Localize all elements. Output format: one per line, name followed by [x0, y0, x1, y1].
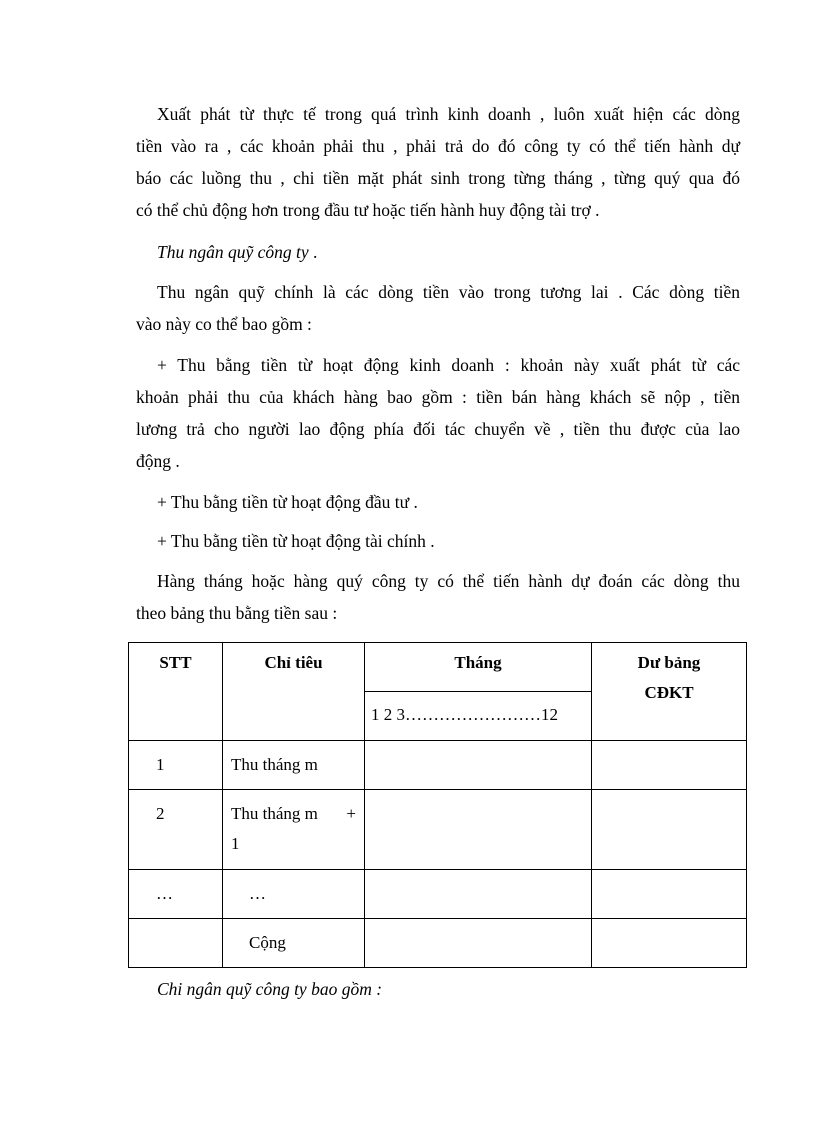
cell-du-bang: [592, 741, 747, 790]
table-row: [129, 741, 747, 790]
paragraph-table-intro: [136, 565, 740, 629]
text-line: + Thu bằng tiền từ hoạt động tài chính .: [157, 531, 435, 551]
cell-chi-tieu: Thu tháng m: [223, 741, 365, 790]
cell-chi-tieu-text: Thu tháng m: [231, 804, 318, 823]
text-line: theo bảng thu bằng tiền sau :: [136, 603, 338, 623]
table-row: [129, 870, 747, 919]
cell-stt: …: [129, 870, 223, 919]
paragraph-thu-kinh-doanh: [136, 349, 740, 477]
header-cdkt: CĐKT: [644, 683, 694, 702]
text-line: lương trả cho người lao động phía đối tác chuyển về , tiền thu được của lao: [136, 419, 740, 439]
paragraph-thu-dau-tu: [136, 486, 740, 518]
header-du-bang: Dư bảng: [637, 653, 701, 672]
text-line: + Thu bằng tiền từ hoạt động kinh doanh : khoản này xuất phát từ các: [157, 355, 740, 375]
text-line: động .: [136, 451, 180, 471]
text-line: Thu ngân quỹ chính là các dòng tiền vào trong tương lai . Các dòng tiền: [157, 282, 740, 302]
cell-chi-tieu: [223, 790, 365, 870]
text-line: + Thu bằng tiền từ hoạt động đầu tư .: [157, 492, 418, 512]
text-line: Xuất phát từ thực tế trong quá trình kinh doanh , luôn xuất hiện các dòng: [157, 104, 740, 124]
header-thang: Tháng: [365, 643, 592, 692]
text-line: vào này co thể bao gồm :: [136, 314, 312, 334]
cell-chi-tieu-suffix: 1: [231, 834, 240, 853]
cell-stt: 1: [129, 741, 223, 790]
heading-dot: .: [308, 242, 318, 262]
cell-months: [365, 741, 592, 790]
cell-stt: 2: [129, 790, 223, 870]
cell-chi-tieu-plus: +: [346, 804, 356, 823]
cell-chi-tieu: …: [223, 870, 365, 919]
cell-months: [365, 870, 592, 919]
heading-chi-ngan-quy: [136, 973, 740, 1005]
text-line: khoản phải thu của khách hàng bao gồm : tiền bán hàng khách sẽ nộp , tiền: [136, 387, 740, 407]
header-chi-tieu: Chỉ tiêu: [223, 643, 365, 741]
header-du-bang-cdkt: [592, 643, 747, 741]
text-line: báo các luồng thu , chi tiền mặt phát sinh trong từng tháng , từng quý qua đó: [136, 168, 740, 188]
paragraph-thu-definition: [136, 276, 740, 340]
text-line: tiền vào ra , các khoản phải thu , phải trả do đó công ty có thể tiến hành dự: [136, 136, 740, 156]
cash-receipts-table: [128, 642, 747, 968]
cell-du-bang: [592, 790, 747, 870]
cell-stt: [129, 919, 223, 968]
heading-text: Chi ngân quỹ công ty bao gồm :: [157, 979, 383, 999]
header-months: 1 2 3……………………12: [365, 692, 592, 741]
table-row: [129, 790, 747, 870]
table-header-row: [129, 643, 747, 692]
cell-months: [365, 919, 592, 968]
cell-du-bang: [592, 919, 747, 968]
cell-du-bang: [592, 870, 747, 919]
paragraph-intro: [136, 98, 740, 226]
header-stt: STT: [129, 643, 223, 741]
cell-chi-tieu: Cộng: [223, 919, 365, 968]
cell-months: [365, 790, 592, 870]
heading-text: Thu ngân quỹ công ty: [157, 242, 309, 262]
text-line: có thể chủ động hơn trong đầu tư hoặc tiến hành huy động tài trợ .: [136, 200, 600, 220]
table-row-total: [129, 919, 747, 968]
text-line: Hàng tháng hoặc hàng quý công ty có thể tiến hành dự đoán các dòng thu: [157, 571, 740, 591]
paragraph-thu-tai-chinh: [136, 525, 740, 557]
heading-thu-ngan-quy: [136, 236, 740, 268]
